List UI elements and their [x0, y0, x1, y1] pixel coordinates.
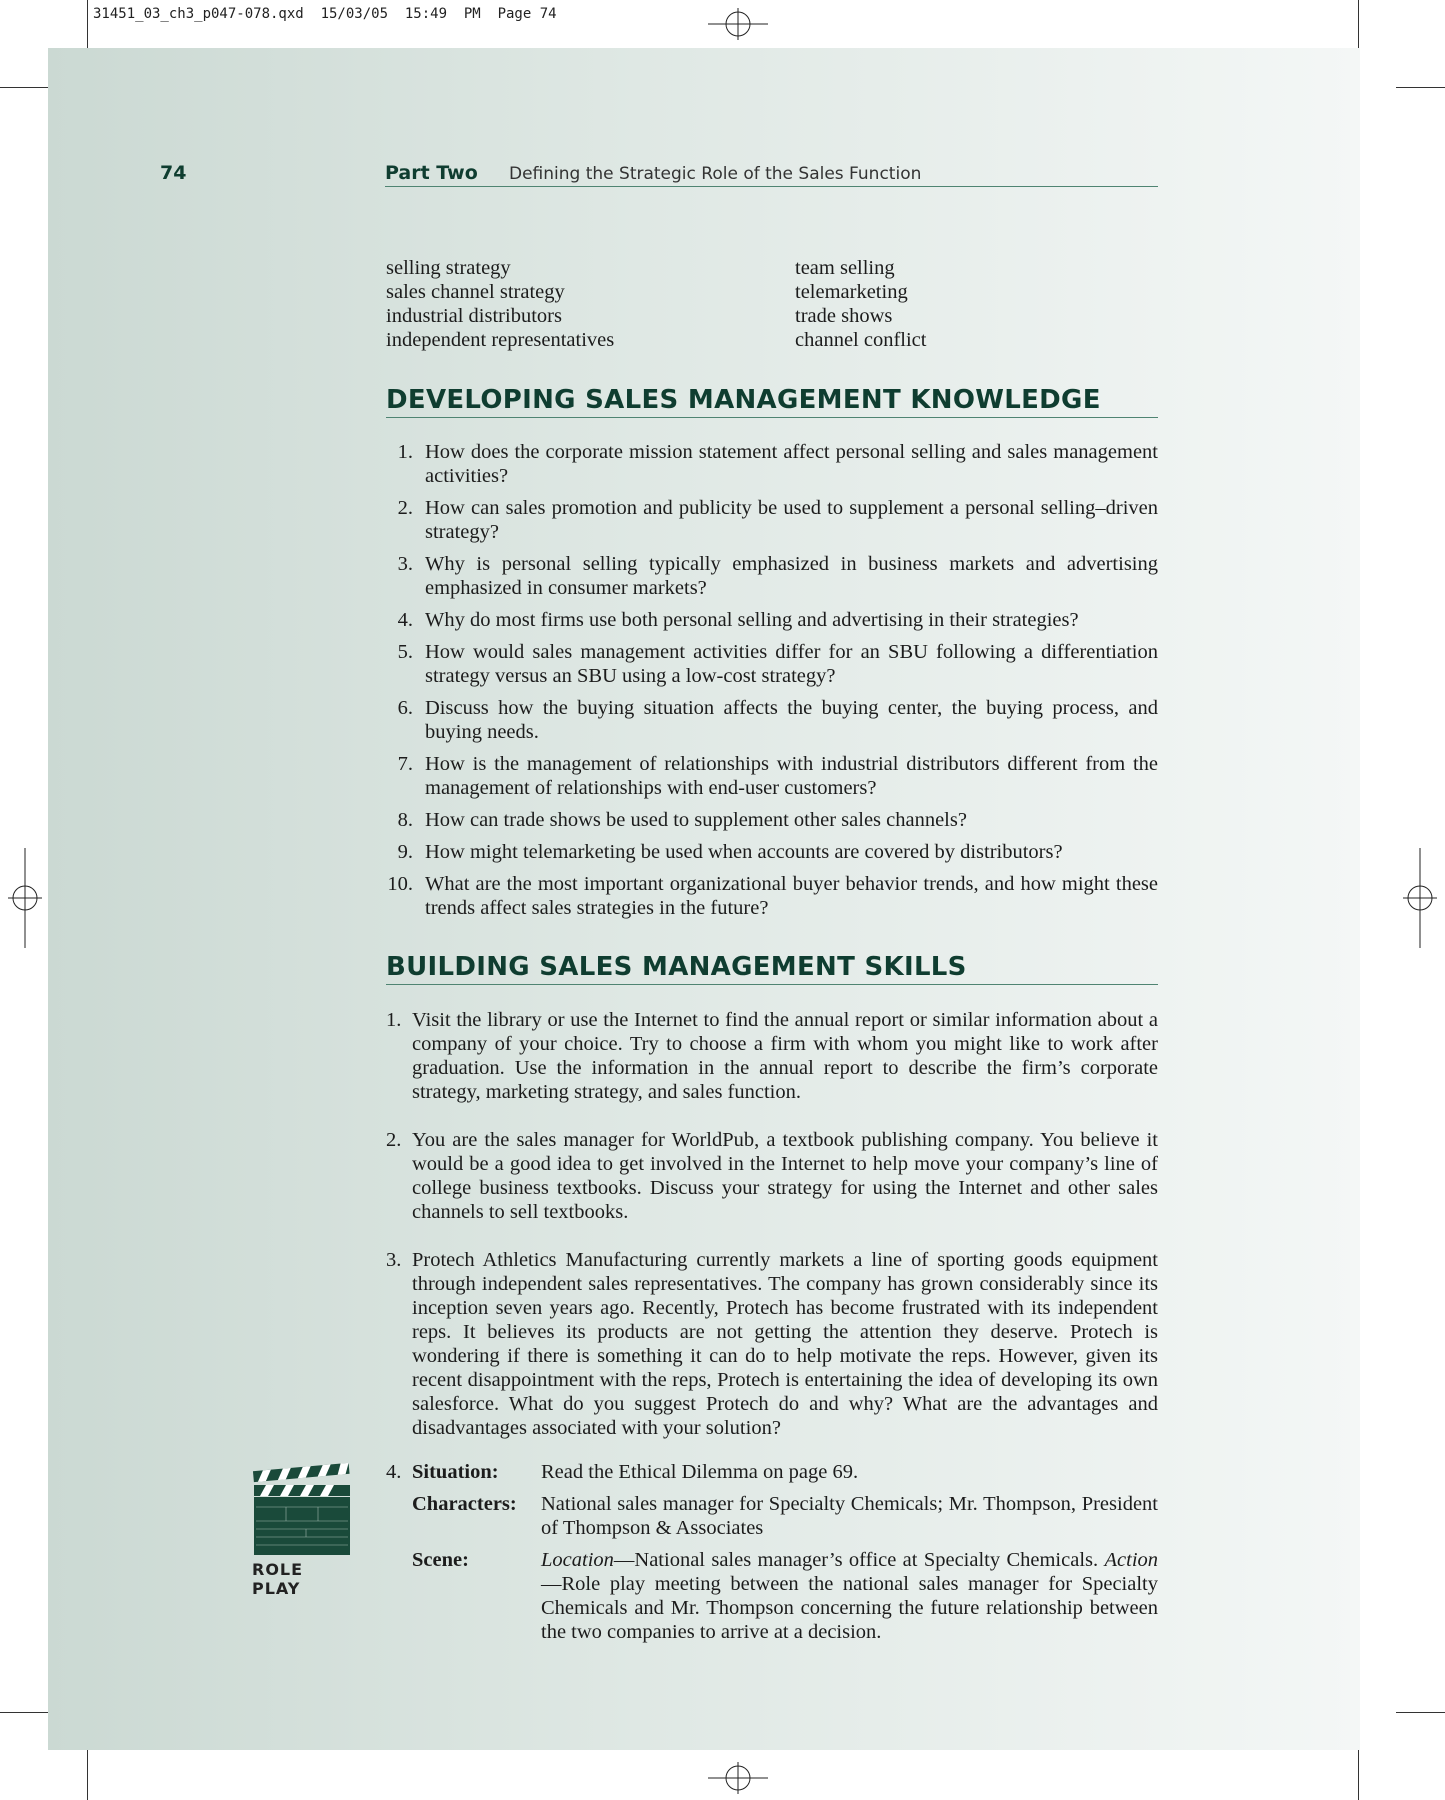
question-text: How is the management of relationships with industrial distributors different from the management of relationships with end-user customers?: [425, 753, 1158, 799]
skill-number: 3.: [386, 1249, 402, 1271]
question-item: [386, 496, 1158, 544]
question-item: [386, 640, 1158, 688]
key-term: telemarketing: [795, 281, 908, 303]
question-number: 8.: [397, 809, 413, 831]
skill-text: Visit the library or use the Internet to find the annual report or similar information about a company of your choice. Try to choose a firm with whom you might like to work after graduation. Use the information in the annual report to describe the firm’s corporate strategy, marketing strategy, and sales function.: [412, 1009, 1158, 1103]
situation-row: [386, 1460, 1158, 1484]
registration-mark-icon: [8, 848, 42, 948]
question-text: How does the corporate mission statement affect personal selling and sales management activities?: [425, 441, 1158, 487]
role-play-number: 4.: [386, 1461, 402, 1483]
key-term: channel conflict: [795, 329, 927, 351]
question-text: Discuss how the buying situation affects the buying center, the buying process, and buying needs.: [425, 697, 1158, 743]
action-label: Action: [1104, 1549, 1159, 1571]
registration-mark-icon: [708, 1762, 768, 1794]
question-item: [386, 608, 1158, 632]
question-item: [386, 840, 1158, 864]
part-label: Part Two: [385, 162, 478, 184]
key-term: team selling: [795, 257, 895, 279]
skill-number: 2.: [386, 1129, 402, 1151]
key-terms-column-1: [386, 256, 614, 352]
question-number: 5.: [397, 641, 413, 663]
scene-label: Scene:: [412, 1549, 469, 1571]
question-number: 9.: [397, 841, 413, 863]
location-label: Location: [541, 1549, 614, 1571]
question-item: [386, 808, 1158, 832]
question-text: How can trade shows be used to supplement other sales channels?: [425, 809, 967, 831]
question-item: [386, 552, 1158, 600]
key-term: independent representatives: [386, 329, 615, 351]
crop-mark: [87, 1750, 88, 1800]
question-text: What are the most important organizational buyer behavior trends, and how might these trends affect sales strategies in the future?: [425, 873, 1158, 919]
question-number: 10.: [387, 873, 413, 895]
question-item: [386, 696, 1158, 744]
crop-mark: [1396, 87, 1445, 88]
crop-mark: [0, 87, 50, 88]
crop-mark: [0, 1712, 50, 1713]
knowledge-section-title: DEVELOPING SALES MANAGEMENT KNOWLEDGE: [386, 385, 1158, 418]
part-title: Defining the Strategic Role of the Sales Function: [509, 164, 922, 184]
role-play-item: [386, 1460, 1158, 1652]
action-text: —Role play meeting between the national sales manager for Specialty Chemicals and Mr. Thompson concerning the future relationship between the two companies to arrive at a decision.: [541, 1573, 1158, 1643]
clapperboard-icon: [252, 1463, 352, 1557]
location-text: —National sales manager’s office at Specialty Chemicals.: [613, 1549, 1099, 1571]
key-term: selling strategy: [386, 257, 511, 279]
situation-text: Read the Ethical Dilemma on page 69.: [541, 1461, 859, 1483]
registration-mark-icon: [1403, 848, 1437, 948]
characters-row: [386, 1492, 1158, 1540]
question-text: Why is personal selling typically emphasized in business markets and advertising emphasized in consumer markets?: [425, 553, 1158, 599]
key-term: sales channel strategy: [386, 281, 565, 303]
print-slug: 31451_03_ch3_p047-078.qxd 15/03/05 15:49 PM Page 74: [93, 6, 557, 22]
situation-label: Situation:: [412, 1461, 499, 1483]
key-terms-column-2: [795, 256, 926, 352]
question-number: 6.: [397, 697, 413, 719]
key-term: trade shows: [795, 305, 893, 327]
question-text: How would sales management activities differ for an SBU following a differentiation strategy versus an SBU using a low-cost strategy?: [425, 641, 1158, 687]
question-number: 2.: [397, 497, 413, 519]
characters-text: National sales manager for Specialty Chemicals; Mr. Thompson, President of Thompson & Associates: [541, 1493, 1158, 1539]
crop-mark: [1358, 1750, 1359, 1800]
question-number: 1.: [397, 441, 413, 463]
characters-label: Characters:: [412, 1493, 517, 1515]
crop-mark: [1358, 0, 1359, 50]
skill-text: Protech Athletics Manufacturing currently markets a line of sporting goods equipment through independent sales representatives. The company has grown considerably since its inception seven years ago. Recently, Protech has become frustrated with its independent reps. It believes its products are not getting the attention they deserve. Protech is wondering if there is something it can do to help motivate the reps. However, given its recent disappointment with the reps, Protech is entertaining the idea of developing its own salesforce. What do you suggest Protech do and why? What are the advantages and disadvantages associated with your solution?: [412, 1249, 1158, 1439]
crop-mark: [1396, 1712, 1445, 1713]
knowledge-question-list: [386, 440, 1158, 928]
skills-section-title: BUILDING SALES MANAGEMENT SKILLS: [386, 952, 1158, 985]
running-header: [160, 162, 1158, 184]
question-item: [386, 440, 1158, 488]
question-number: 7.: [397, 753, 413, 775]
question-text: Why do most firms use both personal selling and advertising in their strategies?: [425, 609, 1079, 631]
header-rule: [385, 186, 1158, 187]
skills-list: [386, 1008, 1158, 1464]
registration-mark-icon: [708, 8, 768, 40]
scene-row: [386, 1548, 1158, 1644]
skill-item: [386, 1008, 1158, 1104]
skill-item: [386, 1248, 1158, 1440]
question-number: 3.: [397, 553, 413, 575]
key-term: industrial distributors: [386, 305, 562, 327]
scene-text: [541, 1548, 1158, 1644]
page-number: 74: [160, 162, 187, 184]
crop-mark: [87, 0, 88, 50]
question-text: How might telemarketing be used when accounts are covered by distributors?: [425, 841, 1063, 863]
question-text: How can sales promotion and publicity be used to supplement a personal selling–driven strategy?: [425, 497, 1158, 543]
question-number: 4.: [397, 609, 413, 631]
skill-item: [386, 1128, 1158, 1224]
skill-number: 1.: [386, 1009, 402, 1031]
skill-text: You are the sales manager for WorldPub, a textbook publishing company. You believe it would be a good idea to get involved in the Internet to help move your company’s line of college business textbooks. Discuss your strategy for using the Internet and other sales channels to sell textbooks.: [412, 1129, 1158, 1223]
question-item: [386, 872, 1158, 920]
role-play-badge: ROLE PLAY: [252, 1560, 304, 1598]
question-item: [386, 752, 1158, 800]
